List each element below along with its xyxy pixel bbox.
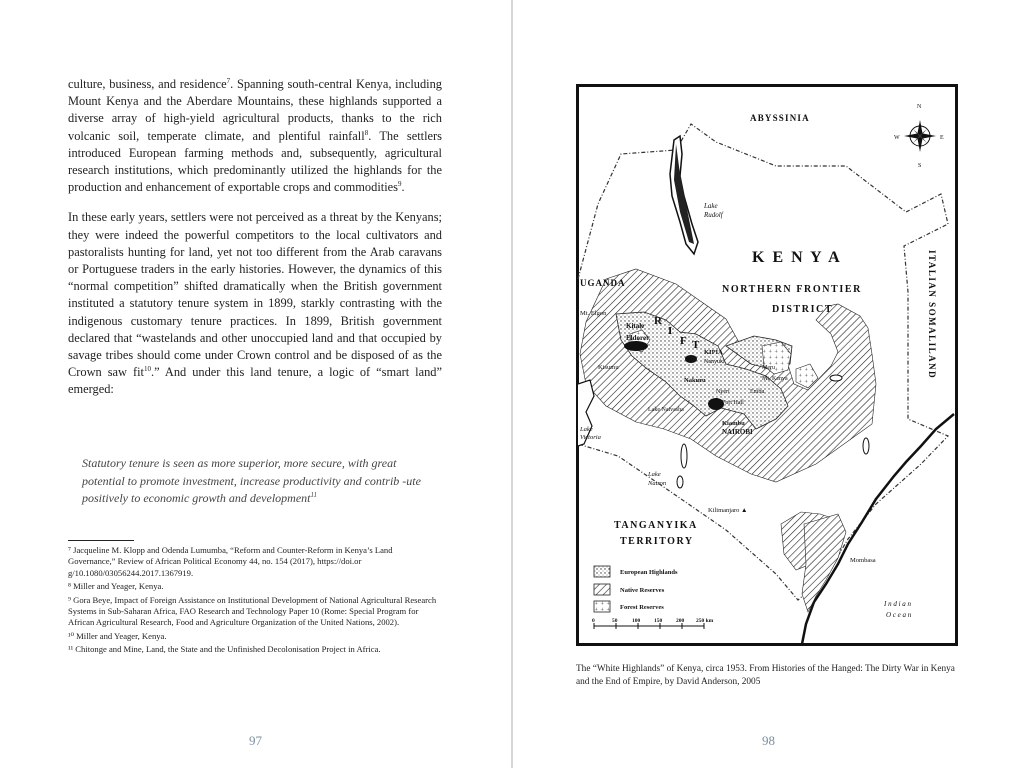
footnote: ⁸ Miller and Yeager, Kenya. <box>68 581 164 592</box>
island-shape <box>677 476 683 488</box>
label-mombasa: Mombasa <box>850 557 876 564</box>
body-text <box>68 76 442 412</box>
label-northern-frontier: NORTHERN FRONTIER <box>722 284 862 295</box>
label-kiambu: Kiambu <box>722 420 745 427</box>
quote-text: Statutory tenure is seen as more superior, more secure, with great potential to promote investment, increase productivity and contrib -ute positively to economic growth and development <box>82 456 421 505</box>
footnotes <box>68 545 442 658</box>
paragraph-text: . The settlers introduced European farming methods and, subsequently, agricultural research institutions, which predominantly utilized the highlands for the production and enhancement of exportable crops and commodities <box>68 128 442 195</box>
footnote-ref[interactable]: 10 <box>143 365 151 374</box>
footnote: ⁷ Jacqueline M. Klopp and Odenda Lumumba, “Reform and Counter-Reform in Kenya’s Land Governance,” Review of African Political Economy 44, no. 154 (2017), https://doi.or g/10.1080/03056244.2017.1367919. <box>68 545 393 578</box>
compass-e-label: E <box>940 135 944 141</box>
legend-swatch-native-reserves <box>594 584 610 595</box>
island-shape <box>830 375 842 381</box>
label-lake-naivasha: Lake Naivasha <box>648 407 684 413</box>
scale-tick: 50 <box>612 618 618 624</box>
label-indian-ocean: O c e a n <box>886 611 912 619</box>
page-number: 97 <box>249 733 262 748</box>
kenya-map <box>576 84 958 646</box>
label-rift: I <box>668 325 673 337</box>
label-lake-victoria: Lake <box>580 426 593 433</box>
label-rift: R <box>654 315 662 327</box>
footnote: ⁹ Gora Beye, Impact of Foreign Assistance on Institutional Development of National Agricultural Research Systems in Sub-Saharan Africa, FAO Research and Technology Paper 10 (Rome: Special Program for African Agricultural Research, Food and Agriculture Organization of the United Nations, 2002). <box>68 594 437 628</box>
scale-tick: 200 <box>676 618 685 624</box>
footnote: ¹¹ Chitonge and Mine, Land, the State and the Unfinished Decolonisation Project in Africa. <box>68 644 381 655</box>
compass-w-label: W <box>894 135 900 141</box>
label-meru: Meru <box>762 365 775 371</box>
legend-label: Native Reserves <box>620 587 665 594</box>
paragraph <box>68 209 442 398</box>
label-embu: Embu <box>750 389 765 395</box>
paragraph-text: .” And under this land tenure, a logic of “smart land” emerged: <box>68 365 442 397</box>
scale-tick: 0 <box>592 618 595 624</box>
label-lake-natron: Natron <box>648 480 667 487</box>
label-nyeri: Nyeri <box>716 389 730 395</box>
legend-swatch-european-highlands <box>594 566 610 577</box>
label-nakuru: Nakuru <box>684 377 706 384</box>
label-rift: F <box>680 335 687 347</box>
scale-tick: 250 km <box>696 618 714 624</box>
label-italian-somaliland: ITALIAN SOMALILAND <box>927 250 937 380</box>
compass-s-label: S <box>918 163 922 169</box>
left-page <box>0 0 511 768</box>
footnote-ref[interactable]: 8 <box>364 128 369 137</box>
label-nanyuki: Nanyuki <box>704 359 725 365</box>
label-mt-elgon: Mt. Elgon <box>580 310 607 317</box>
label-kenya: K E N Y A <box>752 249 842 266</box>
footnote-ref[interactable]: 7 <box>226 76 231 85</box>
paragraph <box>68 76 442 196</box>
scale-tick: 100 <box>632 618 641 624</box>
label-rift: T <box>692 339 700 351</box>
label-fort-hall: Fort Hall <box>722 400 744 406</box>
label-lake-rudolf: Rudolf <box>704 211 723 219</box>
label-district: DISTRICT <box>772 304 834 315</box>
scale-tick: 150 <box>654 618 663 624</box>
label-lake-natron: Lake <box>648 471 661 478</box>
footnote-ref[interactable]: 11 <box>310 491 317 499</box>
legend-swatch-forest-reserves <box>594 601 610 612</box>
label-kilimanjaro: Kilimanjaro ▲ <box>708 507 748 514</box>
block-quote <box>82 455 422 508</box>
footnote-ref[interactable]: 9 <box>397 180 402 189</box>
label-lake-victoria: Victoria <box>580 434 601 441</box>
legend-label: Forest Reserves <box>620 604 664 611</box>
footnote: ¹⁰ Miller and Yeager, Kenya. <box>68 630 167 641</box>
label-abyssinia: ABYSSINIA <box>750 113 810 123</box>
label-territory: TERRITORY <box>620 536 694 547</box>
forest-dark-patch <box>624 341 648 351</box>
paragraph-text: . <box>401 180 405 195</box>
label-lake-rudolf: Lake <box>704 202 718 210</box>
paragraph-text: In these early years, settlers were not perceived as a threat by the Kenyans; they were indeed the powerful competitors to the local cultivators and pastoralists hunting for land, yet not too different from the Arab caravans or Portuguese traders in the early histories. However, the dynamics of this “normal competition” shifted dramatically when the British government instituted a statutory tenure system in 1899, starkly contrasting with the indigenous customary tenure practices. In 1899, British government declared that “wastelands and other unoccupied land and that occupied by savage tribes should come under Crown control and be disposed of as the Crown saw fit <box>68 210 442 380</box>
island-shape <box>863 438 869 454</box>
label-kipia: KIPIA <box>704 349 723 356</box>
label-indian-ocean: I n d i a n <box>884 600 912 608</box>
label-nairobi: NAIROBI <box>722 428 753 436</box>
map-caption: The “White Highlands” of Kenya, circa 1953. From Histories of the Hanged: The Dirty War in Kenya and the End of Empire, by David Anderson, 2005 <box>576 664 955 687</box>
island-shape <box>681 444 687 468</box>
label-tanganyika: TANGANYIKA <box>614 520 698 531</box>
compass-n-label: N <box>917 104 922 110</box>
label-eldoret: Eldoret <box>626 334 649 342</box>
footnote-rule <box>68 540 134 541</box>
label-kitale: Kitale <box>626 322 645 330</box>
legend-label: European Highlands <box>620 569 678 576</box>
paragraph-text: culture, business, and residence <box>68 77 227 91</box>
label-kisumu: Kisumu <box>598 364 619 371</box>
page-number: 98 <box>762 733 775 748</box>
label-uganda: UGANDA <box>580 278 626 288</box>
label-mt-kenya: Mt. Kenya <box>762 376 788 382</box>
forest-dark-patch <box>685 355 697 363</box>
paragraph-text: . Spanning south-central Kenya, including Mount Kenya and the Aberdare Mountains, these highlands supported a diverse array of high-yield agricultural products, thanks to the rich volcanic soil, temperate climate, and plentiful rainfall <box>68 77 442 143</box>
